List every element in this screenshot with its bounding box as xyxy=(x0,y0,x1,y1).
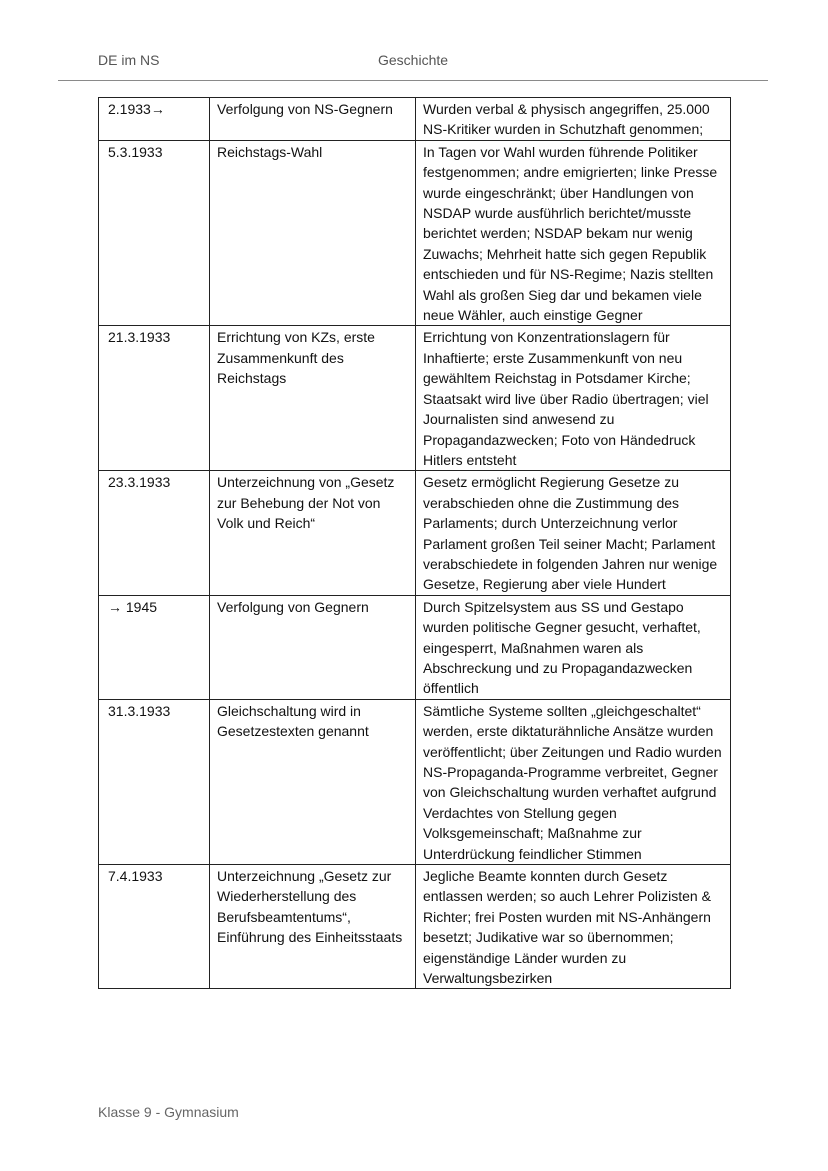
row-event: Unterzeichnung von „Gesetz zur Behebung der Not von Volk und Reich“ xyxy=(210,471,416,595)
table-row xyxy=(99,595,731,699)
row-description: Jegliche Beamte konnten durch Gesetz entlassen werden; so auch Lehrer Polizisten & Richter; frei Posten wurden mit NS-Anhängern besetzt; Judikative war so übernommen; eigenständige Länder wurden zu Verwaltungsbezirken xyxy=(416,865,731,989)
row-date: 31.3.1933 xyxy=(99,699,210,864)
table-row xyxy=(99,699,731,864)
row-description: Wurden verbal & physisch angegriffen, 25.000 NS-Kritiker wurden in Schutzhaft genommen; xyxy=(416,98,731,141)
row-date: 21.3.1933 xyxy=(99,326,210,471)
row-event: Verfolgung von Gegnern xyxy=(210,595,416,699)
header-subject: DE im NS xyxy=(98,52,160,68)
row-date: 23.3.1933 xyxy=(99,471,210,595)
row-description: Gesetz ermöglicht Regierung Gesetze zu verabschieden ohne die Zustimmung des Parlaments; durch Unterzeichnung verlor Parlament großen Teil seiner Macht; Parlament verabschiedete in folgenden Jahren nur wenige Gesetze, Regierung aber viele Hundert xyxy=(416,471,731,595)
row-description: Errichtung von Konzentrationslagern für Inhaftierte; erste Zusammenkunft von neu gewähltem Reichstag in Potsdamer Kirche; Staatsakt wird live über Radio übertragen; viel Journalisten sind anwesend zu Propagandazwecken; Foto von Händedruck Hitlers entsteht xyxy=(416,326,731,471)
timeline-table xyxy=(98,97,731,989)
header-course: Geschichte xyxy=(378,52,449,68)
table-row xyxy=(99,865,731,989)
row-description: Sämtliche Systeme sollten „gleichgeschaltet“ werden, erste diktaturähnliche Ansätze wurden veröffentlicht; über Zeitungen und Radio wurden NS-Propaganda-Programme verbreitet, Gegner von Gleichschaltung wurden verhaftet aufgrund Verdachtes von Stellung gegen Volksgemeinschaft; Maßnahme zur Unterdrückung feindlicher Stimmen xyxy=(416,699,731,864)
row-event: Reichstags-Wahl xyxy=(210,140,416,326)
row-date: 7.4.1933 xyxy=(99,865,210,989)
table-row xyxy=(99,471,731,595)
row-event: Verfolgung von NS-Gegnern xyxy=(210,98,416,141)
row-description: In Tagen vor Wahl wurden führende Politiker festgenommen; andre emigrierten; linke Presse wurde eingeschränkt; über Handlungen von NSDAP wurde ausführlich berichtet/musste berichtet werden; NSDAP bekam nur wenig Zuwachs; Mehrheit hatte sich gegen Republik entschieden und für NS-Regime; Nazis stellten Wahl als großen Sieg dar und bekamen viele neue Wähler, auch einstige Gegner xyxy=(416,140,731,326)
table-row xyxy=(99,326,731,471)
row-event: Gleichschaltung wird in Gesetzestexten genannt xyxy=(210,699,416,864)
row-event: Unterzeichnung „Gesetz zur Wiederherstellung des Berufsbeamtentums“, Einführung des Einheitsstaats xyxy=(210,865,416,989)
row-date: 2.1933→ xyxy=(99,98,210,141)
row-date: → 1945 xyxy=(99,595,210,699)
table-row xyxy=(99,98,731,141)
page-header xyxy=(58,44,768,81)
row-event: Errichtung von KZs, erste Zusammenkunft des Reichstags xyxy=(210,326,416,471)
row-date: 5.3.1933 xyxy=(99,140,210,326)
page-footer: Klasse 9 - Gymnasium xyxy=(98,1104,239,1120)
table-row xyxy=(99,140,731,326)
row-description: Durch Spitzelsystem aus SS und Gestapo wurden politische Gegner gesucht, verhaftet, eingesperrt, Maßnahmen waren als Abschreckung und zu Propagandazwecken öffentlich xyxy=(416,595,731,699)
